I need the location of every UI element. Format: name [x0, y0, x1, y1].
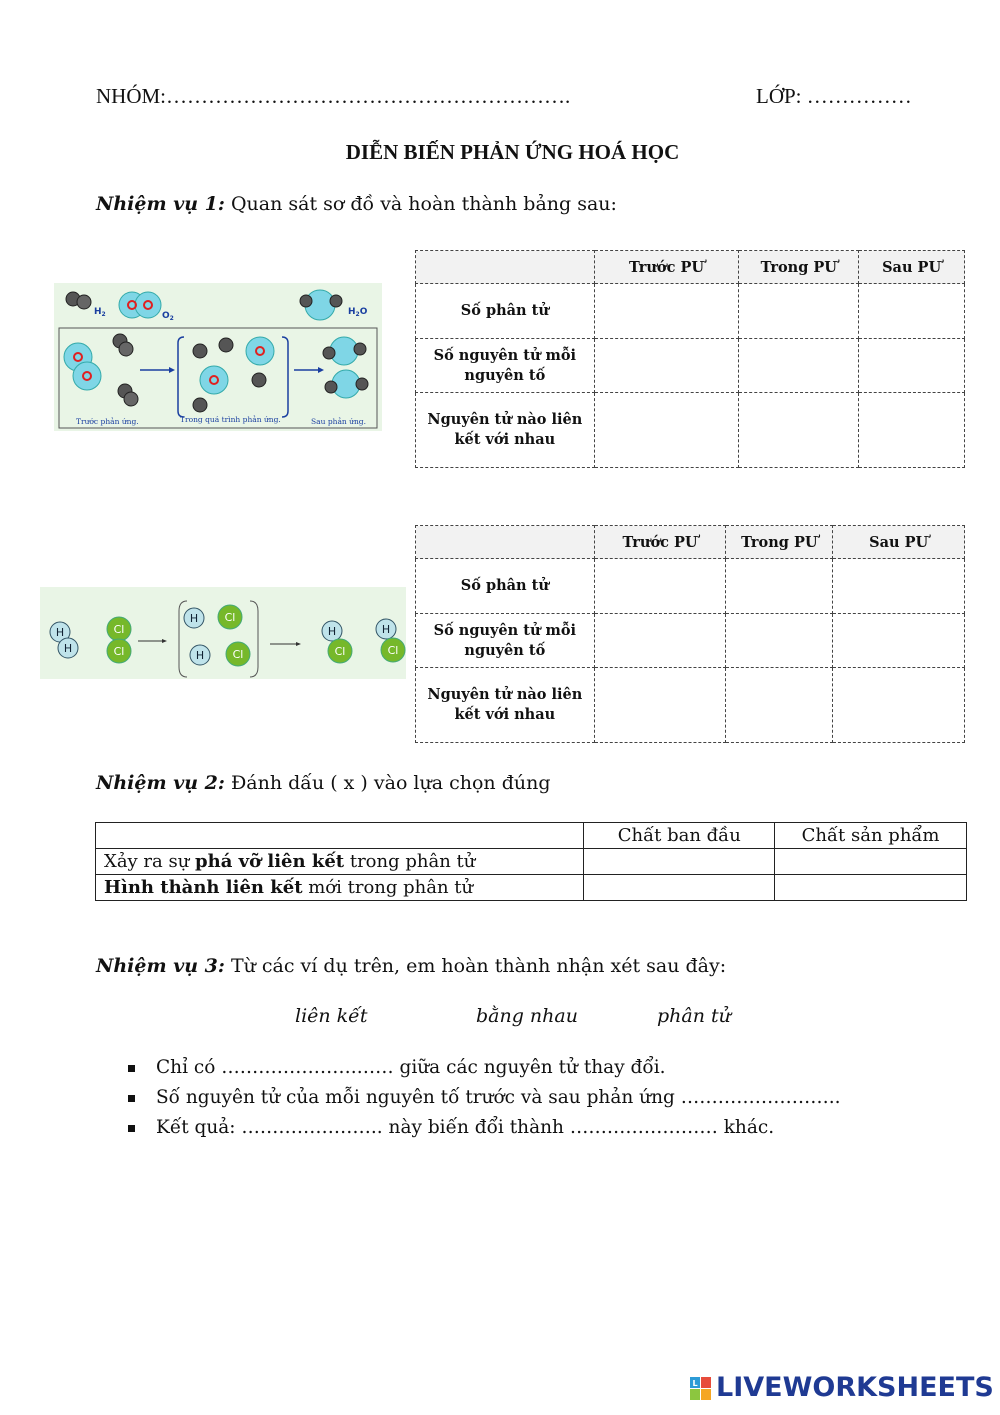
task2-text: Đánh dấu ( x ) vào lựa chọn đúng	[224, 772, 551, 794]
reaction-table-1	[415, 250, 965, 468]
class-field-label: LỚP: ……………	[756, 84, 912, 108]
table1-answer-cell[interactable]	[594, 393, 739, 468]
table2-answer-cell[interactable]	[833, 614, 965, 668]
word-bank-item[interactable]: bằng nhau	[476, 1005, 578, 1027]
table2-answer-cell[interactable]	[594, 668, 726, 743]
h2-cl2-reaction-diagram	[40, 587, 406, 679]
bullet-square-icon	[128, 1125, 135, 1132]
svg-text:L: L	[692, 1378, 698, 1388]
table2-col-during: Trong PƯ	[726, 526, 833, 559]
conclusion-text[interactable]: Kết quả: ………………….. này biến đổi thành …………………… khác.	[156, 1117, 775, 1138]
group-field-label: NHÓM:………………………………………………….	[96, 84, 571, 108]
svg-text:H: H	[63, 642, 73, 655]
diagram2-background	[40, 587, 406, 679]
table2-corner	[416, 526, 595, 559]
task3-label: Nhiệm vụ 3:	[96, 955, 225, 977]
table1-answer-cell[interactable]	[594, 284, 739, 339]
svg-text:Cl: Cl	[334, 645, 346, 658]
bond-table-corner	[96, 823, 584, 849]
table1-row-header: Số phân tử	[416, 284, 595, 339]
h2-label: $H_2$	[94, 307, 106, 318]
liveworksheets-brand	[690, 1372, 994, 1403]
task2-instruction	[96, 772, 551, 794]
table2-answer-cell[interactable]	[726, 614, 833, 668]
svg-text:H: H	[195, 649, 205, 662]
table2-row-header: Nguyên tử nào liên kết với nhau	[416, 668, 595, 743]
task1-text: Quan sát sơ đồ và hoàn thành bảng sau:	[224, 193, 617, 215]
table1-row	[416, 393, 965, 468]
table1-answer-cell[interactable]	[859, 284, 965, 339]
caption-before: Trước phản ứng.	[76, 417, 139, 426]
task3-instruction	[96, 955, 726, 977]
table2-col-after: Sau PƯ	[833, 526, 965, 559]
bond-col-product: Chất sản phẩm	[775, 823, 967, 849]
h2o-label: $H_2O$	[348, 307, 368, 318]
table1-row	[416, 339, 965, 393]
svg-text:Cl: Cl	[232, 648, 244, 661]
table2-col-before: Trước PƯ	[594, 526, 726, 559]
conclusion-list	[120, 1053, 840, 1143]
task2-label: Nhiệm vụ 2:	[96, 772, 225, 794]
table1-answer-cell[interactable]	[739, 339, 859, 393]
table1-corner	[416, 251, 595, 284]
table1-col-during: Trong PƯ	[739, 251, 859, 284]
bond-answer-cell[interactable]	[775, 849, 967, 875]
caption-after: Sau phản ứng.	[311, 417, 366, 426]
svg-text:Cl: Cl	[224, 611, 236, 624]
o2-label: $O_2$	[162, 311, 174, 322]
table2-header-row	[416, 526, 965, 559]
table1-answer-cell[interactable]	[739, 284, 859, 339]
svg-text:H: H	[55, 626, 65, 639]
table1-col-after: Sau PƯ	[859, 251, 965, 284]
task3-text: Từ các ví dụ trên, em hoàn thành nhận xét sau đây:	[224, 955, 727, 977]
table1-row-header: Số nguyên tử mỗi nguyên tố	[416, 339, 595, 393]
table1-row	[416, 284, 965, 339]
bond-row-form-label: Hình thành liên kết mới trong phân tử	[96, 875, 584, 901]
bond-row-break-label: Xảy ra sự phá vỡ liên kết trong phân tử	[96, 849, 584, 875]
o2-molecule-legend	[119, 292, 161, 318]
conclusion-item	[120, 1053, 840, 1083]
table1-answer-cell[interactable]	[859, 393, 965, 468]
conclusion-item	[120, 1113, 840, 1143]
task1-instruction	[96, 193, 617, 215]
brand-text: LIVEWORKSHEETS	[716, 1372, 994, 1403]
liveworksheets-logo-icon	[690, 1377, 712, 1401]
svg-text:Cl: Cl	[113, 645, 125, 658]
word-bank-item[interactable]: liên kết	[295, 1005, 368, 1027]
bond-answer-cell[interactable]	[584, 849, 775, 875]
reaction-table-2	[415, 525, 965, 743]
table2-row	[416, 614, 965, 668]
table1-answer-cell[interactable]	[594, 339, 739, 393]
table2-row-header: Số nguyên tử mỗi nguyên tố	[416, 614, 595, 668]
table2-answer-cell[interactable]	[833, 668, 965, 743]
conclusion-text[interactable]: Số nguyên tử của mỗi nguyên tố trước và sau phản ứng ……………………..	[156, 1087, 841, 1108]
bond-col-reactant: Chất ban đầu	[584, 823, 775, 849]
svg-text:H: H	[381, 623, 391, 636]
table2-row	[416, 668, 965, 743]
table2-answer-cell[interactable]	[726, 668, 833, 743]
table2-answer-cell[interactable]	[594, 614, 726, 668]
table2-row	[416, 559, 965, 614]
bond-table-header	[96, 823, 967, 849]
page-title: DIỄN BIẾN PHẢN ỨNG HOÁ HỌC	[345, 140, 680, 164]
bullet-square-icon	[128, 1095, 135, 1102]
table1-header-row	[416, 251, 965, 284]
svg-text:Cl: Cl	[387, 644, 399, 657]
table2-answer-cell[interactable]	[833, 559, 965, 614]
conclusion-item	[120, 1083, 840, 1113]
caption-during: Trong quá trình phản ứng.	[180, 415, 281, 424]
svg-text:H: H	[327, 625, 337, 638]
h2-o2-reaction-diagram	[54, 283, 382, 431]
svg-text:H: H	[189, 612, 199, 625]
table1-answer-cell[interactable]	[859, 339, 965, 393]
word-bank-item[interactable]: phân tử	[657, 1005, 731, 1027]
bond-table-row	[96, 875, 967, 901]
bond-answer-cell[interactable]	[584, 875, 775, 901]
bond-answer-cell[interactable]	[775, 875, 967, 901]
bullet-square-icon	[128, 1065, 135, 1072]
table1-answer-cell[interactable]	[739, 393, 859, 468]
bond-table	[95, 822, 967, 901]
table2-answer-cell[interactable]	[726, 559, 833, 614]
bond-table-row	[96, 849, 967, 875]
svg-text:Cl: Cl	[113, 623, 125, 636]
conclusion-text[interactable]: Chỉ có ………………….…… giữa các nguyên tử thay đổi.	[156, 1057, 666, 1078]
task1-label: Nhiệm vụ 1:	[96, 193, 225, 215]
table2-row-header: Số phân tử	[416, 559, 595, 614]
table1-col-before: Trước PƯ	[594, 251, 739, 284]
table2-answer-cell[interactable]	[594, 559, 726, 614]
table1-row-header: Nguyên tử nào liên kết với nhau	[416, 393, 595, 468]
